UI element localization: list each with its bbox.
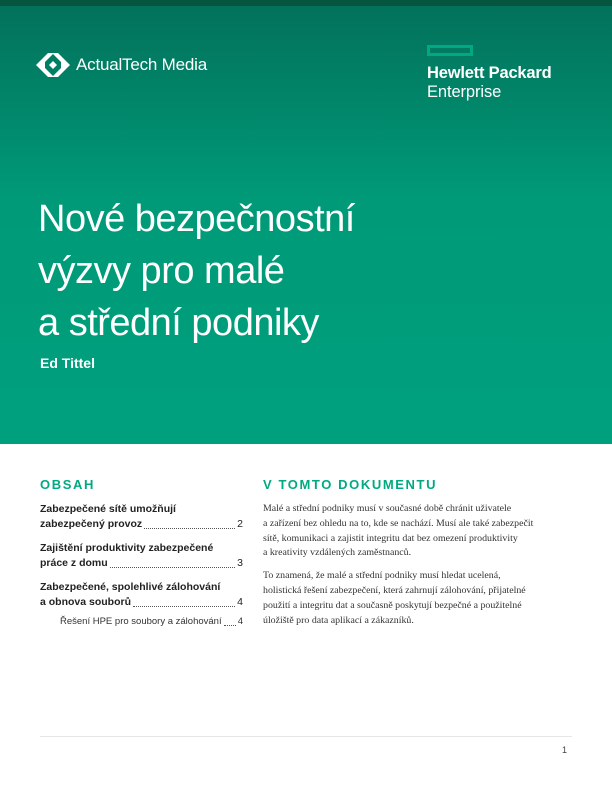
actualtech-media-logo (36, 50, 207, 80)
banner-top-edge (0, 0, 612, 6)
document-summary (263, 477, 581, 636)
toc-entry-label: Zabezpečené sítě umožňují (40, 503, 176, 515)
paragraph-line: holistická řešení zabezpečení, která zahrnují zálohování, přijatelné (263, 584, 526, 596)
actualtech-chevron-icon (36, 50, 70, 80)
hpe-name-line1: Hewlett Packard (427, 64, 552, 82)
toc-entry-label: práce z domu (40, 557, 108, 569)
toc-entry-label: Zajištění produktivity zabezpečené (40, 542, 214, 554)
summary-heading: V TOMTO DOKUMENTU (263, 477, 438, 492)
toc-entry-label: Zabezpečené, spolehlivé zálohování (40, 581, 221, 593)
toc-entry[interactable] (40, 580, 243, 629)
summary-paragraph (263, 502, 581, 561)
toc-page-number: 3 (237, 557, 243, 569)
toc-leader-dots (224, 625, 236, 626)
hpe-name-line2: Enterprise (427, 83, 502, 101)
footer-divider (40, 736, 572, 737)
toc-entry[interactable] (40, 502, 243, 532)
toc-page-number: 2 (237, 518, 243, 530)
paragraph-line: použití a integritu dat a současně poskytují bezpečné a použitelné (263, 599, 522, 611)
paragraph-line: a zařízení bez ohledu na to, kde se nachází. Musí ale také zabezpečit (263, 517, 534, 529)
hpe-element-icon (427, 45, 473, 56)
author-name: Ed Tittel (40, 355, 95, 371)
publisher-name: ActualTech Media (76, 55, 207, 74)
toc-entry[interactable] (40, 541, 243, 571)
toc-heading: OBSAH (40, 477, 95, 492)
paragraph-line: úložiště pro data aplikací a zákazníků. (263, 614, 414, 626)
toc-leader-dots (110, 567, 235, 568)
table-of-contents (40, 477, 243, 638)
paragraph-line: To znamená, že malé a střední podniky musí hledat ucelená, (263, 570, 501, 582)
page-number: 1 (562, 745, 568, 755)
title-line: a střední podniky (38, 302, 319, 345)
paragraph-line: Malé a střední podniky musí v současné době chránit uživatele (263, 503, 512, 514)
paragraph-line: a kreativity vzdálených zaměstnanců. (263, 547, 412, 559)
toc-sub-entry-label: Řešení HPE pro soubory a zálohování (60, 616, 222, 627)
paragraph-line: sítě, komunikaci a zajistit integritu dat bez omezení produktivity (263, 532, 518, 544)
toc-sub-entry[interactable] (40, 614, 243, 629)
hpe-logo (427, 45, 577, 102)
toc-page-number: 4 (237, 616, 243, 627)
toc-leader-dots (144, 528, 235, 529)
title-line: výzvy pro malé (38, 250, 285, 293)
toc-page-number: 4 (237, 596, 243, 608)
toc-entry-label: zabezpečený provoz (40, 518, 143, 530)
toc-entry-label: a obnova souborů (40, 596, 132, 608)
toc-leader-dots (133, 606, 235, 607)
document-title (38, 193, 458, 349)
summary-paragraph (263, 569, 581, 628)
title-line: Nové bezpečnostní (38, 198, 355, 241)
